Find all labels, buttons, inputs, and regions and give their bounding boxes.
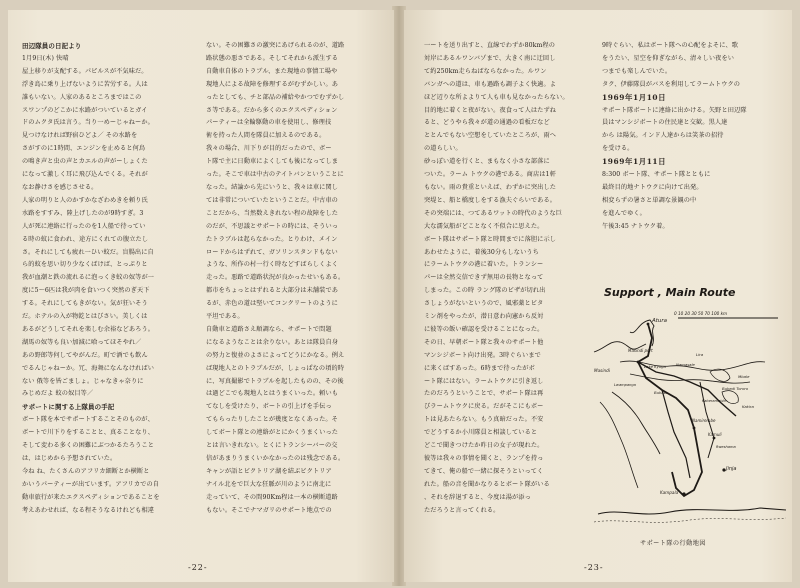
lcol1-line: でるんじゃねーか。冗、海舞になんなければい [22,364,155,372]
lcol1-line: 我が血潮と鉄の流れるに泡っくき蚊の奴等が一 [22,274,155,282]
lcol1-line: あるがどうしてそれを楽しむ余裕などあろう。 [22,325,155,333]
map-label-mbale: Mbale [738,374,750,379]
lcol1-line: サポートに関する上隊員の手記 [22,403,115,412]
map-label-rweshama: Rweshama [716,445,736,449]
lcol1-line: 人が死に連絡に行ったのを1人船で待ってい [22,222,146,230]
lcol2-line: ことだから、当然数えきれない程の故障をした [206,209,339,217]
lcol1-line: だ。ホテルの入が物乾とはびさい。美しくは [22,313,148,321]
lcol2-line: パーティーは全輪駆動の車を使用し、修理技 [206,119,332,127]
lcol1-line: なお静けさを感じさせる。 [22,183,98,191]
lcol2-line: ば現地人とのトラブルだが、しょっぱなの頃的時 [206,364,345,372]
rcol1-line: て約250km走らねばならなかった。ルワン [424,67,547,75]
rcol1-line: に彼等の飯い確認を受けることになった。 [424,325,544,333]
map-label-kampala: Kampala [660,490,679,495]
rcol2-line: 8:300 ボート隊、サポート隊とともに [602,171,711,179]
rcol1-line: バンガへの道は、車も過路も調子よく快適。よ [424,80,557,88]
rcol1-line: ととんでもない空想をしていたところが、雨へ [424,132,557,140]
lcol2-line: ったとしても、チと部品の補給やかつでむずかし [206,93,345,101]
lcol1-line: 屋上移りが支配する。パピルスが不気味だ。 [22,67,148,75]
lcol2-line: なった。結論から先にいうと、我々は車に関し [206,183,339,191]
rcol1-line: に来くばすあった。6時まで待ったがボ [424,364,535,372]
rcol1-line: もない。雨の貴重といえば、わずかに突出した [424,183,557,191]
rcol1-line: 大な濡気船がどことなく不似合に思えた。 [424,222,544,230]
lcol1-line: ボート隊を本でサポートすることそのものが、 [22,416,154,424]
lcol1-line: 今ね ね、たくさんのアフリカ細断とか横断と [22,467,150,475]
lcol2-line: になるようなことは余りない。あとは隊員自身 [206,338,339,346]
lcol1-line: スワンプのどこかに水路がついているとガイ [22,106,148,114]
lcol1-line: さ。それにしても疲れ一ひい蚊だ。盲腸出に自 [22,248,154,256]
rcol1-line: ついた。ラーム トウクの港である。商店は1軒 [424,171,556,179]
lcol1-line: かいうパーティーが出ています。アフリカでの自 [22,480,160,488]
lcol2-line: キャンが語とビクトリア湖を結ぶビクトリア [206,467,332,475]
lcol1-line: ない 俄等を皆ごましょ。じゃなきゃ奈りに [22,377,144,385]
lcol2-line: さ等である。だから多くのエクスペディション [206,106,338,114]
lcol1-line: 誰もいない。人家のあるところまではこの [22,93,142,101]
lcol2-line: 走っていて、その間90Km程は一本の横断道路 [206,493,338,501]
lcol1-line: ボートで川下りをすることと、真ることなり、 [22,429,155,437]
rcol1-line: ると、どうやら我々が道の通過の看板だなど [424,119,550,127]
lcol2-line: ロードからはずれて、ガソリンスタンドもない [206,248,338,256]
rcol2-line: サポート隊ボートに連絡に出かける。矢野と田辺隊 [602,106,747,114]
rcol1-line: どこで聞きつけたか昨日の女子が現れた。 [424,442,544,450]
rcol1-line: 目的地に着くと夜がない。夜食って人はたずね [424,106,557,114]
lcol2-line: ナイル北をで巨大な狂脈が川のように南北に [206,480,332,488]
map-label-kaberamaido: Kaberamaido [702,399,726,403]
map-label-kakira: Kakira [742,404,754,409]
right-column-2 [602,40,764,234]
rcol1-line: 砂っぽい道を行くと、まもなく小さな部落に [424,158,550,166]
rcol2-line: 相変らずの暑さと単調な景観の中 [602,196,697,204]
rcol1-line: にラームトウクの港に着いた。トランシー [424,261,544,269]
rcol1-line: その日、早朝ボート隊と我々のサポート他 [424,338,544,346]
lcol2-line: ない。その困難さの激突にあげられるのが、道路 [206,42,345,49]
lcol2-line: の努力と復並のよさによってどうにかなる。例え [206,351,345,359]
rcol2-line: 最終目的地ナトウクに向けて出発。 [602,183,703,191]
rcol1-line: ただろうと言ってくれる。 [424,506,500,514]
rcol1-line: パーは全然交信できず無用の長物となって [424,274,544,282]
lcol1-line: 浮き島に乗り上げないように苦労する。人は [22,80,148,88]
lcol2-line: 走った。悪路で道路状況が良かったせいもある。 [206,274,345,282]
lcol1-line: になって激しく耳に飛び込んでくる。それが [22,171,148,179]
rcol1-line: れた。船の音を聞かなりるとボート隊がいる [424,480,550,488]
rcol2-line: タク、伊藤隊員がバスを利用してラームトウクの [602,80,741,88]
lcol2-line: った。そこで車は中古のテイトバンということに [206,171,344,179]
lcol1-line: そして変わる多くの困難にぶつかるたろうこと [22,442,155,450]
lcol1-line: あの野郎等何してやがんだ。町で酒でも飲ん [22,351,148,359]
lcol2-line: ような、所作の村一行く時などすばらしくよく [206,261,339,269]
lcol1-line: 考えあわせれば、なる程そうなるけれども相違 [22,506,155,514]
rcol1-line: びラームトウクに戻る。だがそこにもボー [424,403,544,411]
lcol2-line: ては非常についていたということだ。中古車の [206,196,338,204]
map-label-lwampanga: Lwampanga [614,383,636,387]
rcol2-line: を進んでゆく。 [602,209,646,217]
lcol2-line: は過どこでも現地人とはうまくいった。頼いも [206,390,339,398]
rcol1-line: さしょうがないというので、風邪薬とビタ [424,300,544,308]
lcol2-line: 現地人による故障を修理するがむずかしい。あ [206,80,339,88]
map-caption: サポート隊の行動地図 [640,540,706,547]
route-map [590,282,786,520]
rcol1-line: ミン剤をやったが、潜日意わ向憲から反対 [424,313,544,321]
lcol2-line: 自動車自体のトラブル、また現地の事情工場や [206,67,338,75]
lcol2-line: 自動車と道路さえ順調なら、サポートで問題 [206,325,332,333]
lcol1-line: ら的蚊を思い切り少なくばけば、とっぷりと [22,261,148,269]
map-label-kamuli: Kamuli [708,432,722,437]
map-label-lake-kyoga: Lake Kyoga [644,364,666,369]
rcol1-line: しまった。この時 ラング隊のビザが切れ出 [424,287,546,295]
rcol2-line: 員はマンシジボートの住民達と交歓。黒人達 [602,119,728,127]
rcol1-line: ート隊にはない。ラームトウクに引き返し [424,377,544,385]
map-scale-label: 0 10 20 30 50 70 100 km [674,311,728,316]
map-label-namirembe: Namirembe [692,418,716,423]
map-label-jinja: Jinja [726,466,737,472]
map-label-namasale: Namasale [676,362,695,367]
lcol1-line: の鳴き声と虫の声とカエルの声がーしょくた [22,158,148,166]
lcol2-line: とは言いきれない。とくにトランシーバーの交 [206,442,338,450]
lcol1-line: 1月9日(木) 快晴 [22,54,69,62]
lcol1-line: 水路をすすみ、陸上げしたのが9時すぎ。3 [22,209,144,217]
lcol2-line: のだが、不思議とサポートの時には、そういっ [206,222,339,230]
lcol2-line: 路状態の悪さである。そしてそれから派生する [206,54,339,62]
rcol2-line: をうたい、星空を仰ぎながら、清々しい夜をい [602,54,735,62]
lcol2-line: に、写真撮影でトラブルを起したものの、その後 [206,377,344,385]
map-label-bukasa: Bukasa [654,390,668,395]
lcol2-line: 平坦である。 [206,313,244,321]
rcol1-line: トは見あたらない。もう真暗だった。不安 [424,416,544,424]
map-title: Support , Main Route [604,286,736,299]
left-column-2 [206,40,368,518]
rcol1-line: 突堤と、船と橋度しをする漁夫ぐらいである。 [424,196,557,204]
rcol1-line: たのだろうということで、サポート隊は再 [424,390,544,398]
rcol2-line: 1969年1月11日 [602,157,667,167]
rcol1-line: でどうするか小川隊員と相談していると [424,429,538,437]
right-page [404,10,792,582]
lcol2-line: 都市をちょっとはずれると大部分は未舗装であ [206,287,339,295]
map-label-atura: Atura [652,318,668,324]
lcol1-line: 田辺隊員の日記より [22,42,82,50]
rcol1-line: あわせたように、着後30分もしないうち [424,248,539,256]
rcol2-line: 1969年1月10日 [602,92,667,102]
lcol1-line: ドのムクタ氏は言う。当り一めーじゃねーか。 [22,119,154,127]
lcol2-line: てなしを受けたり、ボートの引上げを手伝っ [206,403,332,411]
map-label-tororo: Bukedi Tororo [722,386,749,391]
map-label-lira: Lira [696,352,704,357]
left-page-number: -22- [188,563,208,572]
lcol2-line: ト隊で主に日動車によくしても後になってしま [206,158,339,166]
lcol1-line: 動車旅行が来たエクスペディションであることを [22,493,160,501]
rcol2-line: 9時ぐらい、私はボート隊への心配をよそに、歌 [602,42,739,49]
lcol1-line: みじめだよ 蚊の奴目等／ [22,390,94,398]
rcol1-line: 、それを辞退すると、今度は湯が添っ [424,493,531,501]
right-column-1 [424,40,586,518]
lcol2-line: てもらったりしたことが幾度となくあった。そ [206,416,338,424]
route-map-drawing [590,282,786,532]
rcol1-line: ボート隊はサポート隊と時間までに落胆に示し [424,235,557,243]
rcol1-line: 一ートを送り出すと、直線でわずか80km程の [424,42,556,49]
lcol2-line: してボート隊との連絡がとにかくうまくいった [206,429,339,437]
rcol2-line: を受ける。 [602,145,634,153]
rcol2-line: 午後3:45 ナトウク着。 [602,222,669,230]
lcol1-line: 人家の明りと人のかすかなざわめきを頼り氏 [22,196,148,204]
lcol1-line: は、はじめから予想されていた。 [22,455,117,462]
lcol2-line: たトラブルは起らなかった。とりわけ、メイン [206,235,338,243]
lcol1-line: 見つけなければ野宿ひどよ／ その水路を [22,132,138,140]
rcol1-line: 対岸にあるルワンバゾまで、大きく南に迂回し [424,54,556,62]
lcol1-line: る時の蚊に食われ、途方にくれての腹立たし [22,235,149,243]
lcol1-line: する。それにしてもきがない。気が狂いそう [22,300,148,308]
map-label-masindi: Masindi [594,368,610,373]
map-label-masindi-port: Masindi port [628,348,653,353]
lcol1-line: さがすのに1時間、エンジンを止めると何鳥 [22,145,146,153]
rcol1-line: その突端には、つてあるワットの時代のような巨 [424,209,563,217]
lcol2-line: 信があまりうまくいかなかったのは残念である。 [206,455,345,462]
rcol2-line: つまでも楽しんでいた。 [602,67,672,75]
left-column-1 [22,40,184,518]
rcol1-line: の道らしい。 [424,145,462,153]
right-page-number: -23- [584,563,604,572]
lcol2-line: もない。そこでナマガリのサポート地点での [206,506,332,514]
lcol2-line: るが、赤色の道は堅いてコンクリートのように [206,300,338,308]
lcol1-line: 度に5〜6匹は我が肉を食いつく突然のぎ天下 [22,287,150,295]
rcol1-line: 彼等は我々の事情を聞くと、ランプを持っ [424,455,544,462]
rcol1-line: ほど辺りな所よよりて人も車も見なかったらない。 [424,93,569,101]
rcol1-line: てきて、俺の船で一緒に探そうといってく [424,467,544,475]
lcol2-line: 我々の場合、川下りが目的だったので、ボー [206,145,332,153]
rcol1-line: マンシジボート向け出発。3時ぐらいまで [424,351,541,359]
lcol1-line: 湖馬の奴等も良い加減に喰ってほそやれ／ [22,338,142,346]
rcol2-line: から は陽気。インド人達からは笑茶の招待 [602,132,724,140]
lcol2-line: 術を持った人間を隊員に加えるのである。 [206,132,326,140]
left-page [8,10,394,582]
